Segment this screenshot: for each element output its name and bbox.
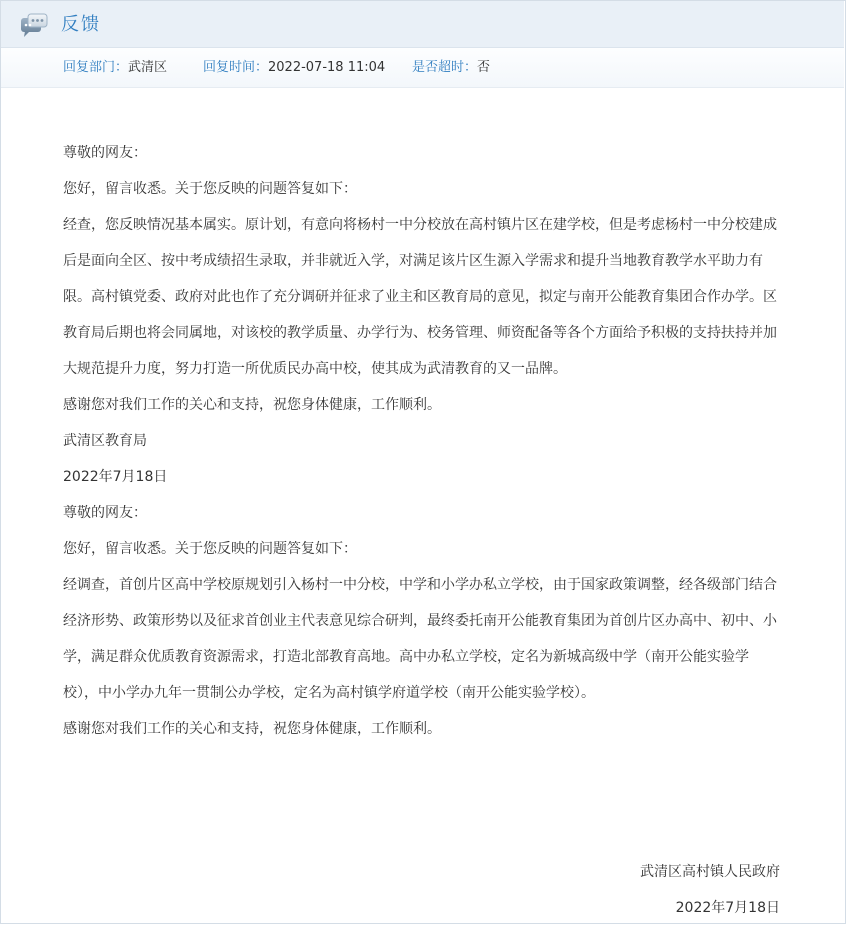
intro-2: 您好，留言收悉。关于您反映的问题答复如下： <box>63 541 357 557</box>
sender-1: 武清区教育局 <box>63 433 147 449</box>
signature-date: 2022年7月18日 <box>675 900 780 916</box>
reply-department-label: 回复部门： <box>63 60 129 75</box>
intro-1: 您好，留言收悉。关于您反映的问题答复如下： <box>63 181 357 197</box>
greeting-2: 尊敬的网友： <box>63 505 147 521</box>
panel-header <box>1 1 844 48</box>
reply-time <box>203 48 385 87</box>
reply-meta-bar <box>1 48 844 88</box>
date-1: 2022年7月18日 <box>63 469 168 485</box>
reply-department-value: 武清区 <box>128 60 168 75</box>
thanks-2: 感谢您对我们工作的关心和支持，祝您身体健康，工作顺利。 <box>63 721 441 737</box>
signature-org: 武清区高村镇人民政府 <box>640 864 780 880</box>
greeting-1: 尊敬的网友： <box>63 145 147 161</box>
chat-bubble-icon <box>20 13 48 39</box>
reply-overtime-value: 否 <box>477 60 491 75</box>
thanks-1: 感谢您对我们工作的关心和支持，祝您身体健康，工作顺利。 <box>63 397 441 413</box>
reply-time-value: 2022-07-18 11:04 <box>268 60 386 75</box>
reply-time-label: 回复时间： <box>203 60 269 75</box>
panel-title: 反馈 <box>61 14 101 35</box>
reply-department <box>63 48 167 87</box>
paragraph-1: 经查，您反映情况基本属实。原计划，有意向将杨村一中分校放在高村镇片区在建学校，但是考虑杨村一中分校建成后是面向全区、按中考成绩招生录取，并非就近入学，对满足该片区生源入学需求和提升当地教育教学水平助力有限。高村镇党委、政府对此也作了充分调研并征求了业主和区教育局的意见，拟定与南开公能教育集团合作办学。区教育局后期也将会同属地，对该校的教学质量、办学行为、校务管理、师资配备等各个方面给予积极的支持扶持并加大规范提升力度，努力打造一所优质民办高中校，使其成为武清教育的又一品牌。 <box>63 217 777 377</box>
reply-content <box>63 135 783 747</box>
reply-overtime-label: 是否超时： <box>412 60 478 75</box>
reply-overtime <box>412 48 490 87</box>
paragraph-2: 经调查，首创片区高中学校原规划引入杨村一中分校，中学和小学办私立学校，由于国家政策调整，经各级部门结合经济形势、政策形势以及征求首创业主代表意见综合研判，最终委托南开公能教育集团为首创片区办高中、初中、小学，满足群众优质教育资源需求，打造北部教育高地。高中办私立学校，定名为新城高级中学（南开公能实验学校），中小学办九年一贯制公办学校，定名为高村镇学府道学校（南开公能实验学校）。 <box>63 577 777 701</box>
